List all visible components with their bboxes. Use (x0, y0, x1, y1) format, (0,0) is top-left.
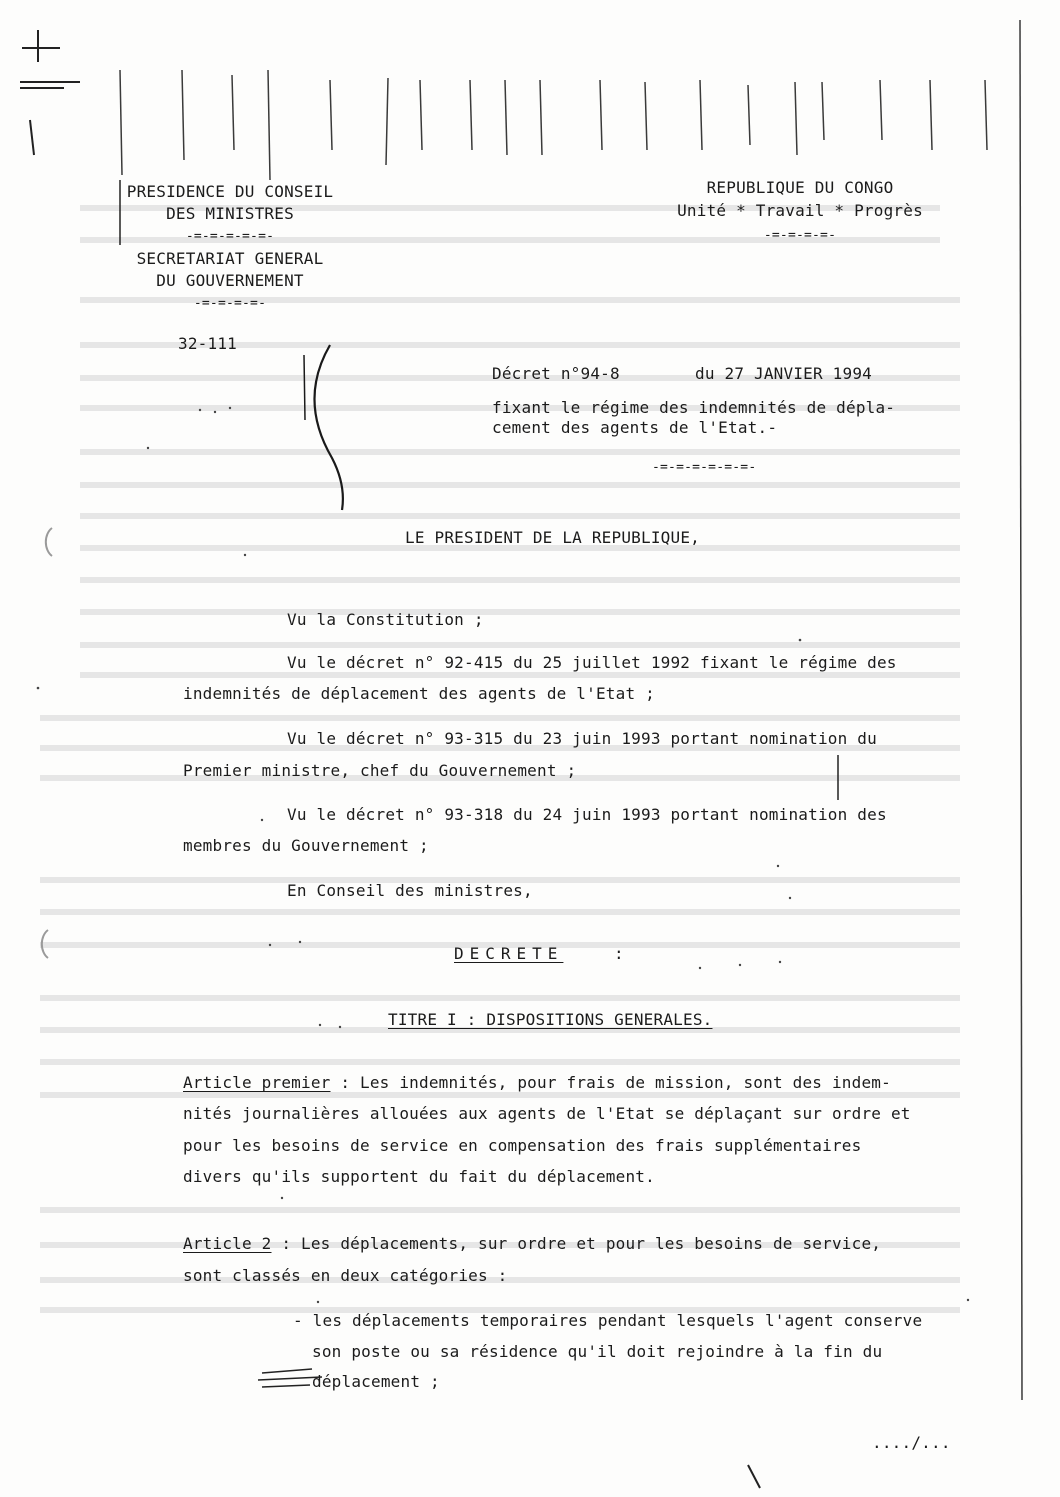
decree-object-line1: fixant le régime des indemnités de dépla- (492, 398, 896, 417)
article-2-label: Article 2 (183, 1234, 272, 1253)
reference-number: 32-111 (178, 334, 237, 353)
visa-constitution: Vu la Constitution ; (287, 610, 484, 629)
article-2-bullet-line1: - les déplacements temporaires pendant lesquels l'agent conserve (293, 1311, 923, 1330)
secretariat-name-line2: DU GOUVERNEMENT (156, 271, 304, 290)
article-1-line3: pour les besoins de service en compensation des frais supplémentaires (183, 1136, 862, 1155)
visa-decree-92-415-line2: indemnités de déplacement des agents de l'Etat ; (183, 684, 655, 703)
decree-number: Décret n°94-8 (492, 364, 620, 383)
decree-date: du 27 JANVIER 1994 (695, 364, 872, 383)
article-2-bullet-line3: déplacement ; (312, 1372, 440, 1391)
header-separator: -=-=-=-=- (193, 296, 267, 311)
section-title: TITRE I : DISPOSITIONS GENERALES. (388, 1010, 713, 1029)
article-1-text: : Les indemnités, pour frais de mission, sont des indem- (330, 1073, 891, 1092)
visa-decree-92-415-line1: Vu le décret n° 92-415 du 25 juillet 1992 fixant le régime des (287, 653, 897, 672)
ministry-name-line1: PRESIDENCE DU CONSEIL (126, 182, 334, 201)
ministry-name-line2: DES MINISTRES (166, 204, 294, 223)
decrete-colon: : (614, 944, 624, 963)
header-separator: -=-=-=-=-=- (185, 229, 275, 244)
council-of-ministers: En Conseil des ministres, (287, 881, 533, 900)
article-1-label: Article premier (183, 1073, 331, 1092)
header-separator: -=-=-=-=- (763, 228, 837, 243)
decree-object-line2: cement des agents de l'Etat.- (492, 418, 778, 437)
article-1-line1 (183, 1073, 891, 1093)
national-motto: Unité * Travail * Progrès (677, 201, 923, 220)
decrete-heading: DECRETE (454, 944, 564, 963)
article-2-text: : Les déplacements, sur ordre et pour les besoins de service, (271, 1234, 882, 1253)
country-name: REPUBLIQUE DU CONGO (706, 178, 894, 197)
decree-separator: -=-=-=-=-=-=- (652, 460, 757, 475)
visa-decree-93-315-line1: Vu le décret n° 93-315 du 23 juin 1993 portant nomination du (287, 729, 877, 748)
president-heading: LE PRESIDENT DE LA REPUBLIQUE, (405, 528, 700, 547)
article-1-line2: nités journalières allouées aux agents de l'Etat se déplaçant sur ordre et (183, 1104, 911, 1123)
visa-decree-93-318-line2: membres du Gouvernement ; (183, 836, 429, 855)
article-2-line2: sont classés en deux catégories : (183, 1266, 508, 1285)
article-2-bullet-line2: son poste ou sa résidence qu'il doit rejoindre à la fin du (312, 1342, 883, 1361)
secretariat-name-line1: SECRETARIAT GENERAL (136, 249, 324, 268)
article-2-line1 (183, 1234, 881, 1254)
visa-decree-93-315-line2: Premier ministre, chef du Gouvernement ; (183, 761, 577, 780)
visa-decree-93-318-line1: Vu le décret n° 93-318 du 24 juin 1993 portant nomination des (287, 805, 887, 824)
continuation-mark: ..../... (872, 1433, 951, 1452)
article-1-line4: divers qu'ils supportent du fait du déplacement. (183, 1167, 655, 1186)
